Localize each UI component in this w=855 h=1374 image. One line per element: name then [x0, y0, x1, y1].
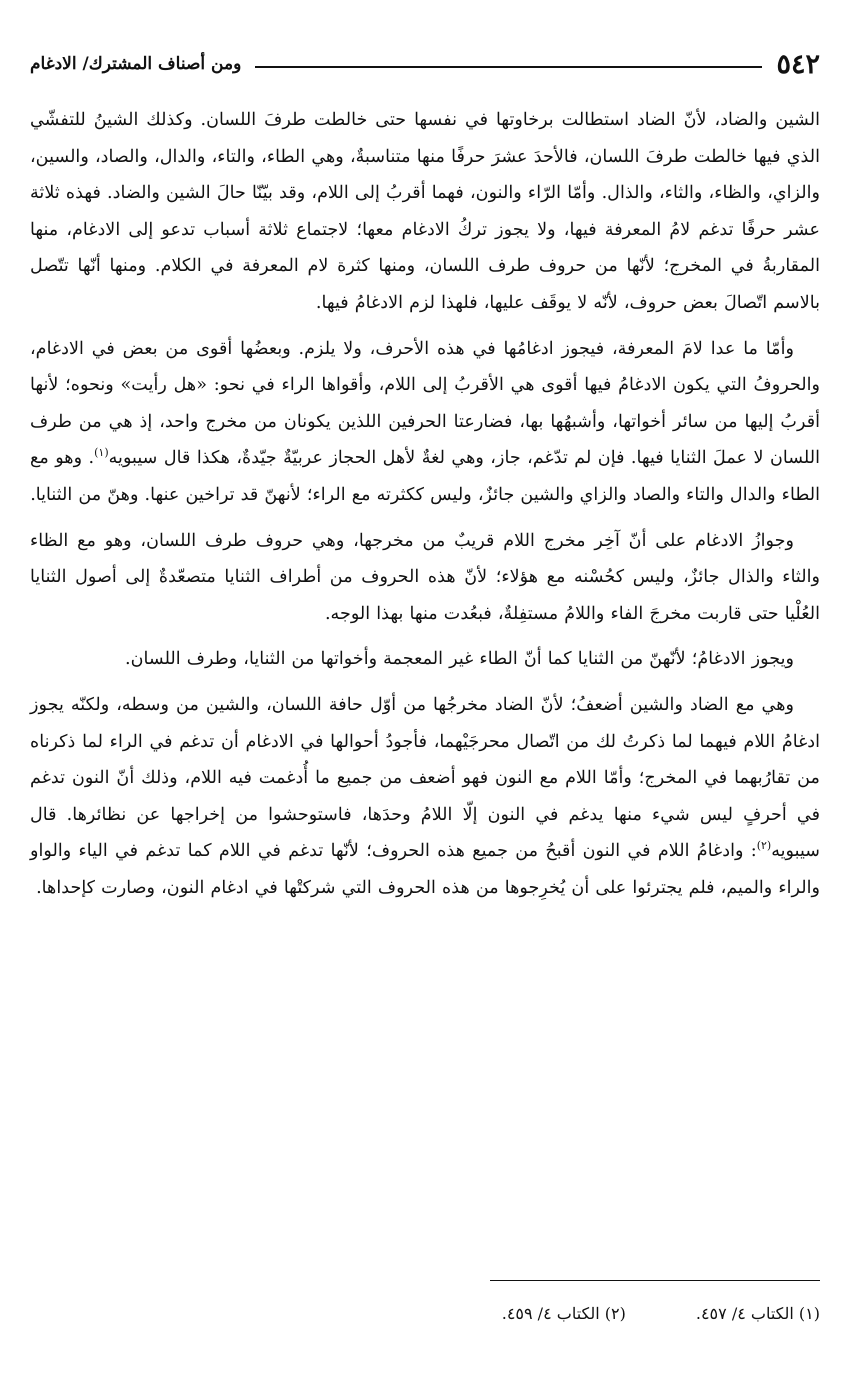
- page-header: [30, 44, 820, 84]
- paragraph: [30, 641, 820, 678]
- paragraph-text: الشين والضاد، لأنّ الضاد استطالت برخاوتها في نفسها حتى خالطت طرفَ اللسان. وكذلك الشينُ للتفشّي الذي فيها خالطت طرفَ اللسان، فالأحدَ عشرَ حرفًا منها متناسبةٌ، وهي الطاء، والتاء، والدال، والصاد، والسين، والزاي، والظاء، والثاء، والذال. وأمّا الرّاء والنون، فهما أقربُ إلى اللام، وقد بيّنّا حالَ الشين والضاد. فهذه ثلاثة عشر حرفًا تدغم لامُ المعرفة فيها، ولا يجوز تركُ الادغام معها؛ لاجتماع ثلاثة أسباب تدعو إلى الادغام، منها المقاربةُ في المخرج؛ لأنّها من حروف طرف اللسان، ومنها كثرة لام المعرفة في الكلام. ومنها أنّها تتّصل بالاسم اتّصالَ بعض حروف، لأنّه لا يوقَف عليها، فلهذا لزم الادغامُ فيها.: [30, 110, 820, 313]
- running-title: ومن أصناف المشترك/ الادغام: [30, 53, 242, 74]
- footnote-reference: (١): [94, 446, 109, 460]
- paragraph-text: وهي مع الضاد والشين أضعفُ؛ لأنّ الضاد مخرجُها من أوّل حافة اللسان، والشين من وسطه، ولكنّه يجوز ادغامُ اللام فيهما لما ذكرتُ لك من اتّصال محرجَيْهما، فأجودُ أحوالها في الادغام أن تدغم في الراء لما ذكرناه من تقارُبهما في المخرج؛ وأمّا اللام مع النون فهو أضعف من جميع ما أُدغمت فيه اللام، وذلك أنّ النون تدغم في أحرفٍ ليس شيء منها يدغم في النون إلّا اللامُ وحدَها، فاستوحشوا من إخراجها عن نظائرها. قال سيبويه: [30, 694, 820, 862]
- footnote-reference: (٢): [756, 839, 772, 853]
- paragraph: [30, 523, 820, 633]
- footnote-2: (٢) الكتاب ٤/ ٤٥٩.: [501, 1304, 626, 1323]
- footnote-1: (١) الكتاب ٤/ ٤٥٧.: [695, 1304, 820, 1323]
- body-text: [30, 102, 820, 906]
- paragraph: [30, 102, 820, 322]
- paragraph-text: ويجوز الادغامُ؛ لأنّهنّ من الثنايا كما أنّ الطاء غير المعجمة وأخواتها من الثنايا، وطرف اللسان.: [125, 649, 794, 670]
- paragraph: [30, 331, 820, 514]
- page-number: ٥٤٢: [776, 48, 820, 80]
- footnotes: [30, 1302, 820, 1326]
- paragraph-text-continued: . وهو مع الطاء والدال والتاء والصاد والزاي والشين جائزٌ، وليس ككثرته مع الراء؛ لأنهنّ قد تراخين عنها. وهنّ من الثنايا.: [30, 448, 820, 505]
- paragraph-text-continued: : وادغامُ اللام في النون أقبحُ من جميع هذه الحروف؛ لأنّها تدغم في اللام كما تدغم في الياء والواو والراء والميم، فلم يجترئوا على أن يُخرِجوها من هذه الحروف التي شركتْها في ادغام النون، وصارت كإحداها.: [30, 841, 820, 898]
- paragraph-text: وجوازُ الادغام على أنّ آخِر مخرج اللام قريبٌ من مخرجها، وهي حروف طرف اللسان، وهو مع الظاء والثاء والذال جائزٌ، وليس كحُسْنه مع هؤلاء؛ لأنّ هذه الحروف من أطراف الثنايا متصعّدةٌ إلى أصول الثنايا العُلْيا حتى قاربت مخرجَ الفاء واللامُ مستفِلةٌ، فبعُدت منها بهذا الوجه.: [30, 530, 820, 624]
- header-rule: [255, 66, 762, 68]
- paragraph-text: وأمّا ما عدا لامَ المعرفة، فيجوز ادغامُها في هذه الأحرف، ولا يلزم. وبعضُها أقوى من بعض في الادغام، والحروفُ التي يكون الادغامُ فيها أقوى هي الأقربُ إلى اللام، وأقواها الراء في نحو: «هل رأيت» ونحوه؛ لأنها أقربُ إليها من سائر أخواتها، وأشبهُها بها، فضارعتا الحرفين اللذين يكونان من مخرج واحد، إذ هي من طرف اللسان لا عملَ الثنايا فيها. فإن لم تدّغم، جاز، وهي لغةٌ لأهل الحجاز عربيّةٌ جيّدةٌ، هكذا قال سيبويه: [30, 338, 820, 469]
- paragraph: [30, 687, 820, 907]
- footnote-rule: [490, 1280, 820, 1281]
- book-page: [30, 44, 820, 1344]
